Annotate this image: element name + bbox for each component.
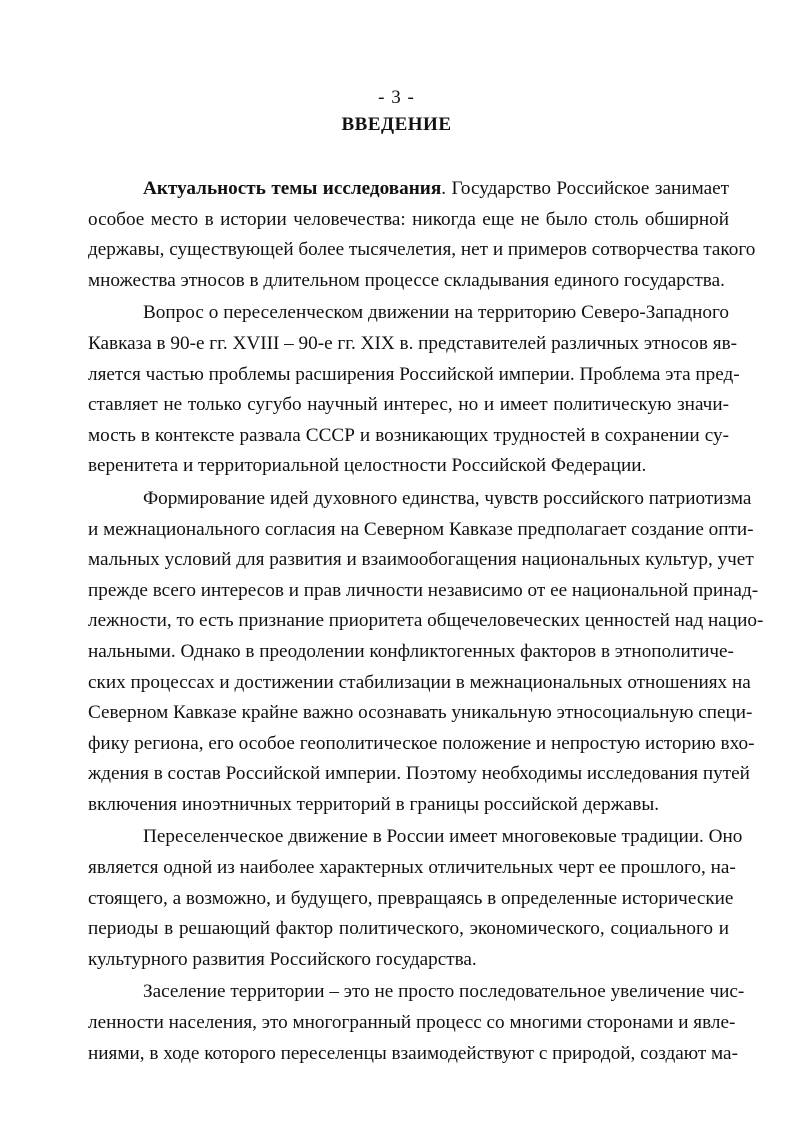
paragraph-line: ниями, в ходе которого переселенцы взаимодействуют с природой, создают ма- bbox=[88, 1042, 738, 1064]
paragraph-line: Переселенческое движение в России имеет многовековые традиции. Оно bbox=[143, 826, 743, 848]
paragraph-line: прежде всего интересов и прав личности независимо от ее национальной принад- bbox=[88, 579, 759, 601]
paragraph-line: Заселение территории – это не просто последовательное увеличение чис- bbox=[143, 981, 745, 1003]
paragraph-line: периоды в решающий фактор политического, экономического, социального и bbox=[88, 918, 729, 940]
body-text bbox=[88, 174, 764, 1069]
paragraph-settlement bbox=[88, 977, 745, 1069]
paragraph-spiritual-unity bbox=[88, 484, 764, 821]
paragraph-line: особое место в истории человечества: никогда еще не было столь обширной bbox=[88, 208, 729, 230]
paragraph-line: ленности населения, это многогранный процесс со многими сторонами и явле- bbox=[88, 1012, 736, 1034]
paragraph-line: державы, существующей более тысячелетия, нет и примеров сотворчества такого bbox=[88, 239, 756, 261]
paragraph-line: Формирование идей духовного единства, чувств российского патриотизма bbox=[143, 487, 752, 509]
paragraph-line: мальных условий для развития и взаимообогащения национальных культур, учет bbox=[88, 549, 754, 571]
paragraph-line: включения иноэтничных территорий в границы российской державы. bbox=[88, 793, 660, 815]
paragraph-line bbox=[88, 174, 729, 205]
paragraph-lead-bold: Актуальность темы исследования bbox=[143, 178, 442, 199]
paragraph-line: Кавказа в 90-е гг. XVIII – 90-е гг. XIX в. представителей различных этносов яв- bbox=[88, 332, 738, 354]
paragraph-line: и межнационального согласия на Северном Кавказе предполагает создание опти- bbox=[88, 518, 754, 540]
page-number: - 3 - bbox=[378, 87, 415, 108]
paragraph-line: ждения в состав Российской империи. Поэтому необходимы исследования путей bbox=[88, 763, 750, 785]
paragraph-line: фику региона, его особое геополитическое положение и непростую историю вхо- bbox=[88, 732, 755, 754]
paragraph-line: ских процессах и достижении стабилизации в межнациональных отношениях на bbox=[88, 671, 751, 693]
paragraph-line: ставляет не только сугубо научный интерес, но и имеет политическую значи- bbox=[88, 394, 729, 416]
paragraph-relevance bbox=[88, 174, 756, 296]
paragraph-line: веренитета и территориальной целостности Российской Федерации. bbox=[88, 455, 647, 477]
paragraph-resettlement-question bbox=[88, 298, 740, 482]
paragraph-resettlement-traditions bbox=[88, 822, 743, 975]
paragraph-line: культурного развития Российского государства. bbox=[88, 948, 477, 970]
paragraph-line: Северном Кавказе крайне важно осознавать уникальную этносоциальную специ- bbox=[88, 702, 753, 724]
paragraph-line: лежности, то есть признание приоритета общечеловеческих ценностей над нацио- bbox=[88, 610, 764, 632]
paragraph-line: множества этносов в длительном процессе складывания единого государства. bbox=[88, 269, 725, 291]
paragraph-line: ляется частью проблемы расширения Российской империи. Проблема эта пред- bbox=[88, 363, 740, 385]
paragraph-line: нальными. Однако в преодолении конфликтогенных факторов в этнополитиче- bbox=[88, 640, 734, 662]
paragraph-line: стоящего, а возможно, и будущего, превращаясь в определенные исторические bbox=[88, 887, 734, 909]
paragraph-line: мость в контексте развала СССР и возникающих трудностей в сохранении су- bbox=[88, 424, 729, 446]
paragraph-line: является одной из наиболее характерных отличительных черт ее прошлого, на- bbox=[88, 857, 736, 879]
section-heading: ВВЕДЕНИЕ bbox=[341, 114, 452, 135]
paragraph-line-text: . Государство Российское занимает bbox=[441, 178, 729, 199]
paragraph-line: Вопрос о переселенческом движении на территорию Северо-Западного bbox=[143, 302, 729, 324]
